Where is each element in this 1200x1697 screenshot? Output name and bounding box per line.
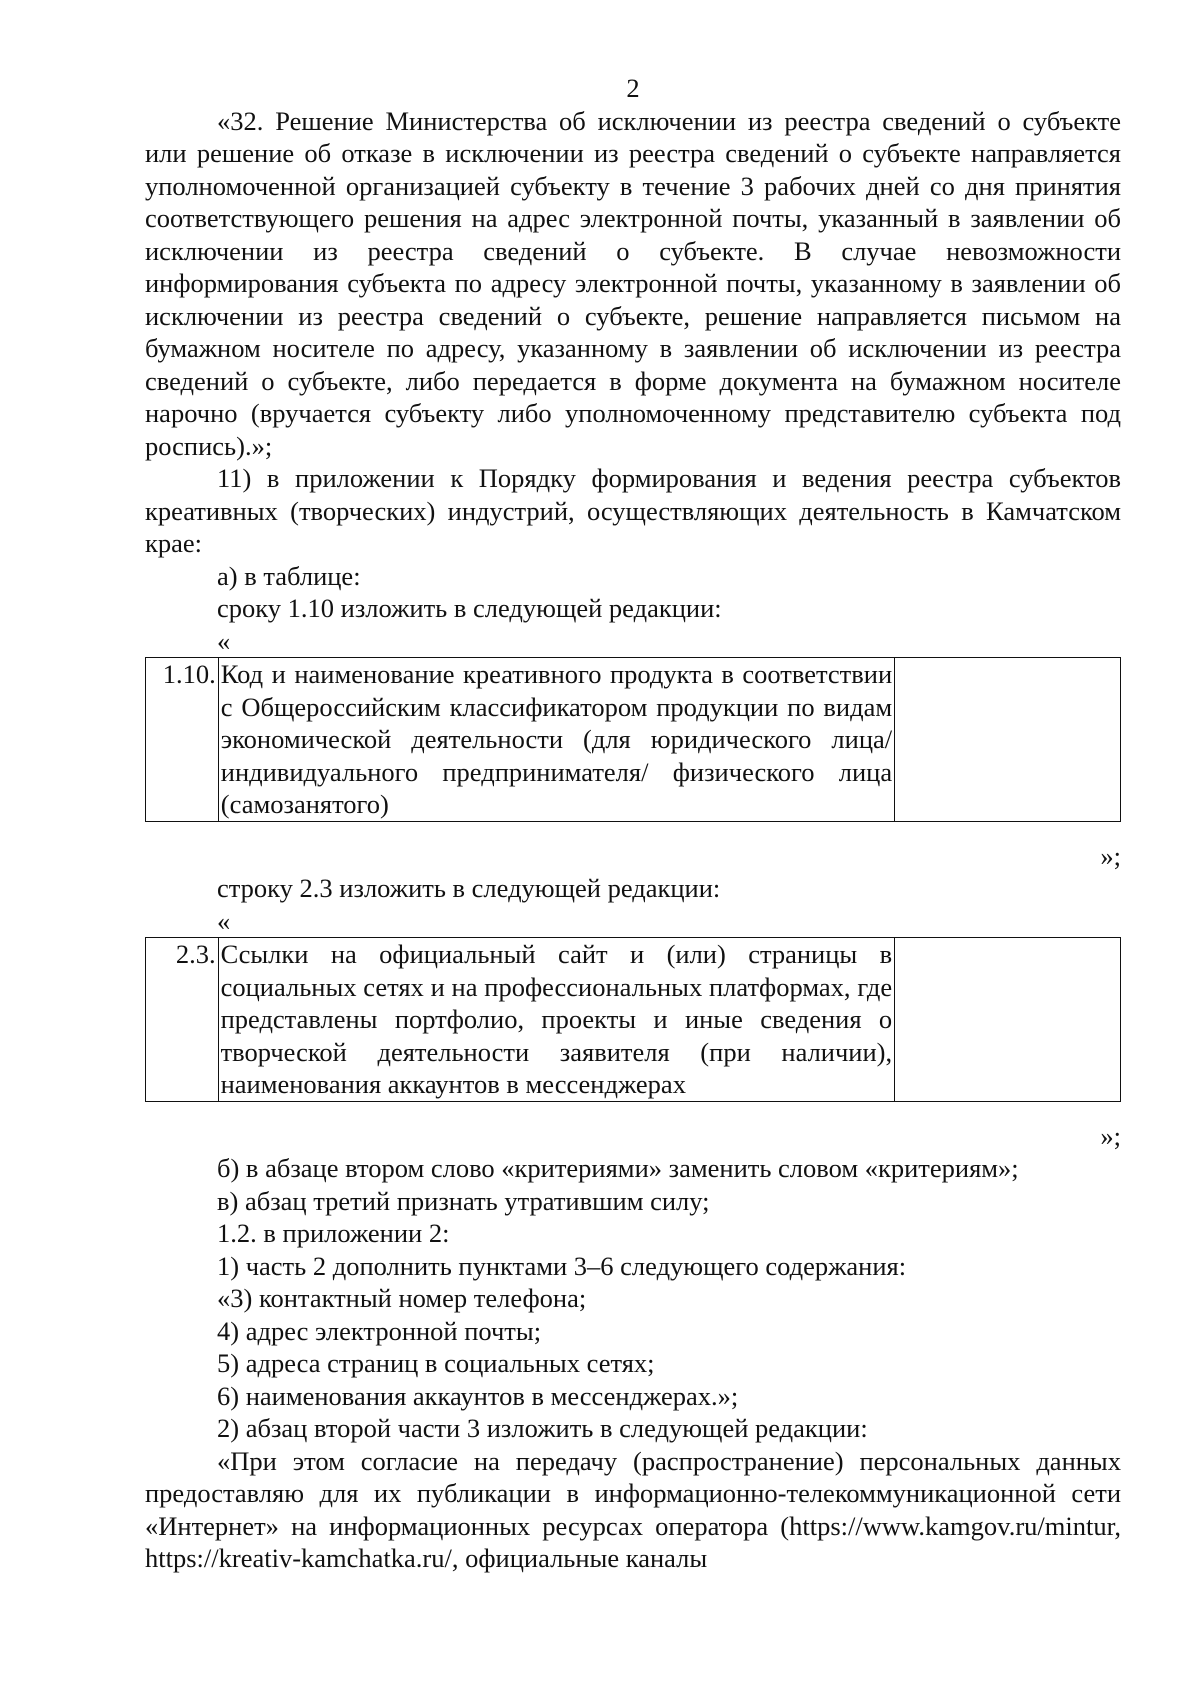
table-row — [146, 938, 1121, 1102]
paragraph-32: «32. Решение Министерства об исключении из реестра сведений о субъекте или решение об отказе в исключении из реестра сведений о субъекте направляется уполномоченной организацией субъекту в течение 3 рабочих дней со дня принятия соответствующего решения на адрес электронной почты, указанный в заявлении об исключении из реестра сведений о субъекте. В случае невозможности информирования субъекта по адресу электронной почты, указанному в заявлении об исключении из реестра сведений о субъекте, решение направляется письмом на бумажном носителе по адресу, указанному в заявлении об исключении из реестра сведений о субъекте, либо передается в форме документа на бумажном носителе нарочно (вручается субъекту либо уполномоченному представителю субъекта под роспись).»; — [145, 105, 1121, 461]
quote-open-1: « — [217, 625, 231, 656]
item-2: 2) абзац второй части 3 изложить в следующей редакции: — [217, 1413, 868, 1443]
quote-close-2: »; — [1100, 1120, 1121, 1151]
quote-close-1: »; — [1100, 840, 1121, 871]
item-4-email: 4) адрес электронной почты; — [217, 1315, 542, 1346]
item-5-social: 5) адреса страниц в социальных сетях; — [217, 1348, 655, 1378]
item-a: а) в таблице: — [217, 560, 361, 591]
row-number: 2.3. — [146, 938, 219, 1102]
row-description: Код и наименование креативного продукта в соответствии с Общероссийским классификатором продукции по видам экономической деятельности (для юридического лица/индивидуального предпринимателя/ физического лица (самозанятого) — [218, 658, 894, 822]
item-1: 1) часть 2 дополнить пунктами 3–6 следующего содержания: — [217, 1250, 907, 1281]
table-row-1-10 — [145, 657, 1121, 822]
item-1-2: 1.2. в приложении 2: — [217, 1218, 450, 1248]
quote-open-2: « — [217, 905, 231, 936]
document-page — [145, 72, 1121, 1575]
paragraph-11: 11) в приложении к Порядку формирования и ведения реестра субъектов креативных (творческих) индустрий, осуществляющих деятельность в Камчатском крае: — [145, 463, 1121, 558]
table-row — [146, 658, 1121, 822]
item-3-phone: «3) контактный номер телефона; — [217, 1283, 587, 1313]
final-paragraph: «При этом согласие на передачу (распространение) персональных данных предоставляю для их публикации в информационно-телекоммуникационной сети «Интернет» на информационных ресурсах оператора (https://www.kamgov.ru/mintur, https://kreativ-kamchatka.ru/, официальные каналы — [145, 1445, 1121, 1573]
table-row-2-3 — [145, 937, 1121, 1102]
item-v: в) абзац третий признать утратившим силу; — [217, 1185, 710, 1216]
row-description: Ссылки на официальный сайт и (или) страницы в социальных сетях и на профессиональных платформах, где представлены портфолио, проекты и иные сведения о творческой деятельности заявителя (при наличии), наименования аккаунтов в мессенджерах — [218, 938, 895, 1102]
row-number: 1.10. — [146, 658, 219, 822]
row-value — [895, 658, 1121, 822]
item-b: б) в абзаце втором слово «критериями» заменить словом «критериям»; — [217, 1153, 1019, 1183]
row-1-10-intro: сроку 1.10 изложить в следующей редакции: — [217, 593, 722, 623]
row-value — [895, 938, 1121, 1102]
page-number: 2 — [626, 73, 640, 103]
item-6-messengers: 6) наименования аккаунтов в мессенджерах.»; — [217, 1380, 739, 1411]
row-2-3-intro: строку 2.3 изложить в следующей редакции: — [217, 873, 721, 903]
